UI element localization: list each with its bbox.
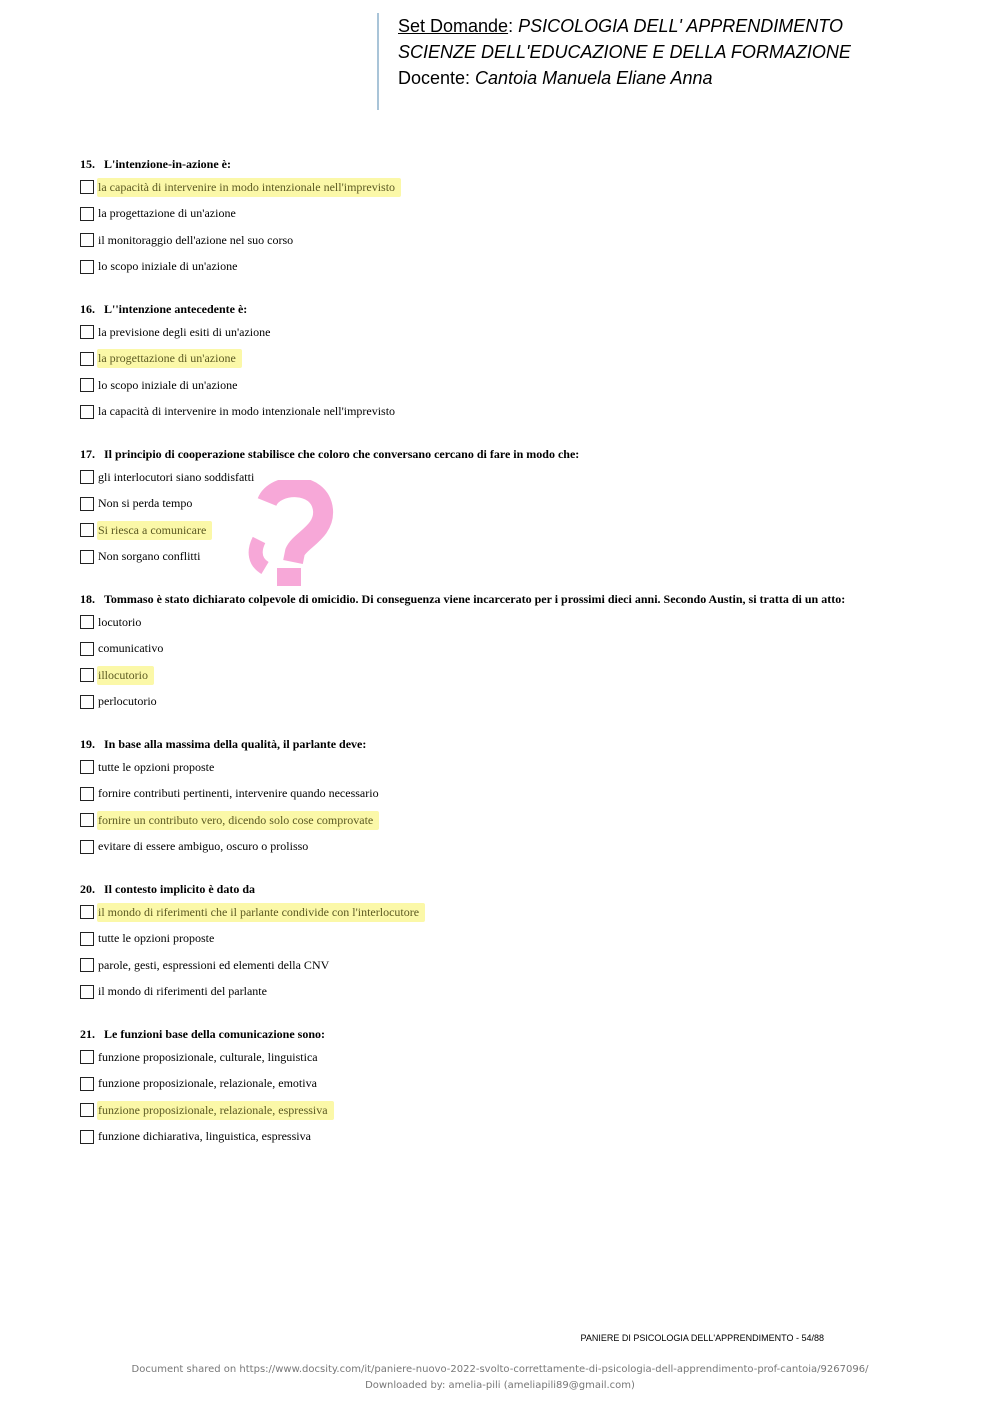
answer-option [80, 754, 940, 781]
answer-option [80, 662, 940, 689]
answer-option [80, 636, 940, 663]
question-number: 21. [80, 1027, 95, 1041]
answer-checkbox[interactable] [80, 787, 94, 801]
answer-text: funzione proposizionale, culturale, linguistica [98, 1049, 318, 1064]
answer-checkbox[interactable] [80, 260, 94, 274]
question-list [80, 154, 940, 1169]
downloaded-by-text: Downloaded by: amelia-pili (ameliapili89@gmail.com) [365, 1380, 635, 1391]
answer-checkbox[interactable] [80, 1050, 94, 1064]
teacher-label: Docente: [398, 68, 476, 88]
answer-text: la progettazione di un'azione [98, 206, 236, 221]
question-number: 15. [80, 157, 95, 171]
question-block [80, 444, 940, 589]
question-block [80, 1024, 940, 1169]
question-mark-icon [245, 480, 335, 590]
answer-text: tutte le opzioni proposte [98, 931, 215, 946]
answer-text: Non si perda tempo [98, 496, 193, 511]
answer-checkbox[interactable] [80, 932, 94, 946]
course-title: PSICOLOGIA DELL' APPRENDIMENTO [518, 16, 843, 36]
answer-checkbox[interactable] [80, 207, 94, 221]
answer-text: comunicativo [98, 641, 164, 656]
answer-option [80, 346, 940, 373]
answer-checkbox[interactable] [80, 668, 94, 682]
faculty-title: SCIENZE DELL'EDUCAZIONE E DELLA FORMAZIONE [398, 42, 851, 62]
highlighted-answer-text: la capacità di intervenire in modo intenzionale nell'imprevisto [97, 178, 401, 197]
question-text: L''intenzione antecedente è: [104, 302, 248, 316]
set-line [398, 13, 851, 39]
question-title [80, 299, 940, 319]
question-text: Le funzioni base della comunicazione sono: [104, 1027, 326, 1041]
answer-option [80, 174, 940, 201]
teacher-name: Cantoia Manuela Eliane Anna [475, 68, 713, 88]
answer-checkbox[interactable] [80, 1103, 94, 1117]
question-block [80, 299, 940, 444]
answer-checkbox[interactable] [80, 378, 94, 392]
answer-text: evitare di essere ambiguo, oscuro o prolisso [98, 839, 309, 854]
answer-text: fornire contributi pertinenti, intervenire quando necessario [98, 786, 379, 801]
question-title [80, 1024, 940, 1044]
answer-option [80, 979, 940, 1006]
answer-text: gli interlocutori siano soddisfatti [98, 469, 255, 484]
question-number: 16. [80, 302, 95, 316]
answer-checkbox[interactable] [80, 1130, 94, 1144]
answer-option [80, 227, 940, 254]
highlighted-answer-text: la progettazione di un'azione [97, 349, 242, 368]
document-header [377, 13, 851, 110]
answer-checkbox[interactable] [80, 1077, 94, 1091]
answer-checkbox[interactable] [80, 405, 94, 419]
question-block [80, 154, 940, 299]
answer-checkbox[interactable] [80, 470, 94, 484]
answer-text: lo scopo iniziale di un'azione [98, 377, 238, 392]
answer-text: Non sorgano conflitti [98, 549, 201, 564]
answer-option [80, 609, 940, 636]
question-block [80, 879, 940, 1024]
answer-option [80, 372, 940, 399]
answer-text: tutte le opzioni proposte [98, 759, 215, 774]
answer-text: lo scopo iniziale di un'azione [98, 259, 238, 274]
question-text: Il principio di cooperazione stabilisce che coloro che conversano cercano di fare in modo che: [104, 447, 580, 461]
answer-text: locutorio [98, 614, 142, 629]
answer-checkbox[interactable] [80, 233, 94, 247]
answer-text: il monitoraggio dell'azione nel suo corso [98, 232, 294, 247]
answer-checkbox[interactable] [80, 523, 94, 537]
answer-option [80, 319, 940, 346]
answer-option [80, 464, 940, 491]
answer-option [80, 689, 940, 716]
question-number: 20. [80, 882, 95, 896]
answer-option [80, 1071, 940, 1098]
answer-text: funzione proposizionale, relazionale, emotiva [98, 1076, 317, 1091]
answer-text: la capacità di intervenire in modo intenzionale nell'imprevisto [98, 404, 396, 419]
question-number: 19. [80, 737, 95, 751]
highlighted-answer-text: il mondo di riferimenti che il parlante condivide con l'interlocutore [97, 903, 425, 922]
highlighted-answer-text: Si riesca a comunicare [97, 521, 212, 540]
answer-option [80, 399, 940, 426]
answer-option [80, 807, 940, 834]
answer-checkbox[interactable] [80, 352, 94, 366]
answer-option [80, 952, 940, 979]
question-block [80, 734, 940, 879]
answer-checkbox[interactable] [80, 497, 94, 511]
answer-checkbox[interactable] [80, 905, 94, 919]
answer-option [80, 201, 940, 228]
answer-checkbox[interactable] [80, 550, 94, 564]
answer-text: perlocutorio [98, 694, 157, 709]
question-number: 18. [80, 592, 95, 606]
answer-option [80, 1124, 940, 1151]
answer-option [80, 1044, 940, 1071]
answer-option [80, 544, 940, 571]
answer-checkbox[interactable] [80, 325, 94, 339]
page-footer: PANIERE DI PSICOLOGIA DELL'APPRENDIMENTO - 54/88 [580, 1333, 824, 1343]
answer-text: il mondo di riferimenti del parlante [98, 984, 267, 999]
answer-text: funzione dichiarativa, linguistica, espressiva [98, 1129, 311, 1144]
answer-option [80, 491, 940, 518]
question-title [80, 154, 940, 174]
answer-option [80, 781, 940, 808]
highlighted-answer-text: funzione proposizionale, relazionale, espressiva [97, 1101, 334, 1120]
question-title [80, 589, 940, 609]
answer-checkbox[interactable] [80, 615, 94, 629]
answer-checkbox[interactable] [80, 985, 94, 999]
answer-text: la previsione degli esiti di un'azione [98, 324, 271, 339]
question-text: L'intenzione-in-azione è: [104, 157, 231, 171]
highlighted-answer-text: fornire un contributo vero, dicendo solo cose comprovate [97, 811, 379, 830]
answer-checkbox[interactable] [80, 840, 94, 854]
teacher-line [398, 65, 851, 91]
download-notice [0, 1362, 1000, 1394]
answer-option [80, 834, 940, 861]
question-title [80, 734, 940, 754]
answer-option [80, 254, 940, 281]
answer-option [80, 899, 940, 926]
highlighted-answer-text: illocutorio [97, 666, 154, 685]
question-number: 17. [80, 447, 95, 461]
answer-text: parole, gesti, espressioni ed elementi della CNV [98, 957, 330, 972]
question-title [80, 444, 940, 464]
answer-option [80, 1097, 940, 1124]
question-text: Il contesto implicito è dato da [104, 882, 255, 896]
answer-option [80, 517, 940, 544]
answer-checkbox[interactable] [80, 695, 94, 709]
shared-on-text: Document shared on https://www.docsity.com/it/paniere-nuovo-2022-svolto-correttamente-di-psicologia-dell-apprendimento-prof-cantoia/9267096/ [131, 1364, 869, 1375]
answer-option [80, 926, 940, 953]
question-text: Tommaso è stato dichiarato colpevole di omicidio. Di conseguenza viene incarcerato per i prossimi dieci anni. Secondo Austin, si tratta di un atto: [104, 592, 846, 606]
set-separator: : [508, 16, 519, 36]
answer-checkbox[interactable] [80, 760, 94, 774]
answer-checkbox[interactable] [80, 958, 94, 972]
answer-checkbox[interactable] [80, 642, 94, 656]
answer-checkbox[interactable] [80, 813, 94, 827]
question-text: In base alla massima della qualità, il parlante deve: [104, 737, 367, 751]
question-block [80, 589, 940, 734]
set-label: Set Domande [398, 16, 509, 36]
question-title [80, 879, 940, 899]
answer-checkbox[interactable] [80, 180, 94, 194]
